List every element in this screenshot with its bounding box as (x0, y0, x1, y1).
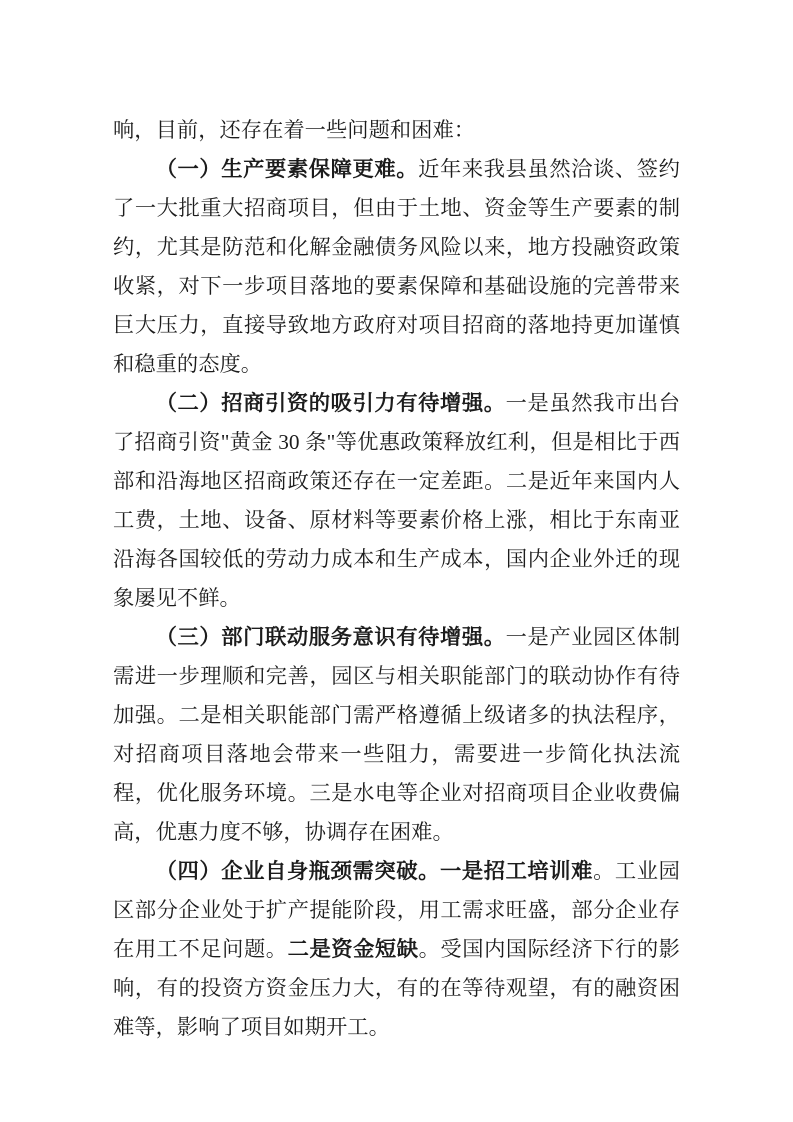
text-run: 。受国内国际经济下行的影响，有的投资方资金压力大，有的在等待观望，有的融资困难等，影响了项目如期开工。 (113, 937, 680, 1039)
paragraph (113, 111, 680, 150)
bold-run: （一）生产要素保障更难。 (155, 157, 419, 181)
text-run: 一是虽然我市出台了招商引资"黄金 30 条"等优惠政策释放红利，但是相比于西部和沿海地区招商政策还存在一定差距。二是近年来国内人工费，土地、设备、原材料等要素价格上涨，相比于东南亚沿海各国较低的劳动力成本和生产成本，国内企业外迁的现象屡见不鲜。 (113, 391, 680, 610)
text-run: 响，目前，还存在着一些问题和困难： (113, 118, 476, 142)
bold-run: （三）部门联动服务意识有待增强。 (155, 625, 506, 649)
text-run: 。工业园区部分企业处于扩产提能阶段，用工需求旺盛，部分企业存在用工不足问题。 (113, 859, 680, 961)
bold-run: （二）招商引资的吸引力有待增强。 (155, 391, 506, 415)
paragraph (113, 852, 680, 1047)
bold-run: （四）企业自身瓶颈需突破。一是招工培训难 (155, 859, 594, 883)
paragraph (113, 150, 680, 384)
text-run: 一是产业园区体制需进一步理顺和完善，园区与相关职能部门的联动协作有待加强。二是相关职能部门需严格遵循上级诸多的执法程序，对招商项目落地会带来一些阻力，需要进一步简化执法流程，优化服务环境。三是水电等企业对招商项目企业收费偏高，优惠力度不够，协调存在困难。 (113, 625, 680, 844)
paragraph (113, 384, 680, 618)
text-run: 近年来我县虽然洽谈、签约了一大批重大招商项目，但由于土地、资金等生产要素的制约，尤其是防范和化解金融债务风险以来，地方投融资政策收紧，对下一步项目落地的要素保障和基础设施的完善带来巨大压力，直接导致地方政府对项目招商的落地持更加谨慎和稳重的态度。 (113, 157, 680, 376)
document-body (113, 111, 680, 1047)
paragraph (113, 618, 680, 852)
bold-run: 二是资金短缺 (287, 937, 419, 961)
